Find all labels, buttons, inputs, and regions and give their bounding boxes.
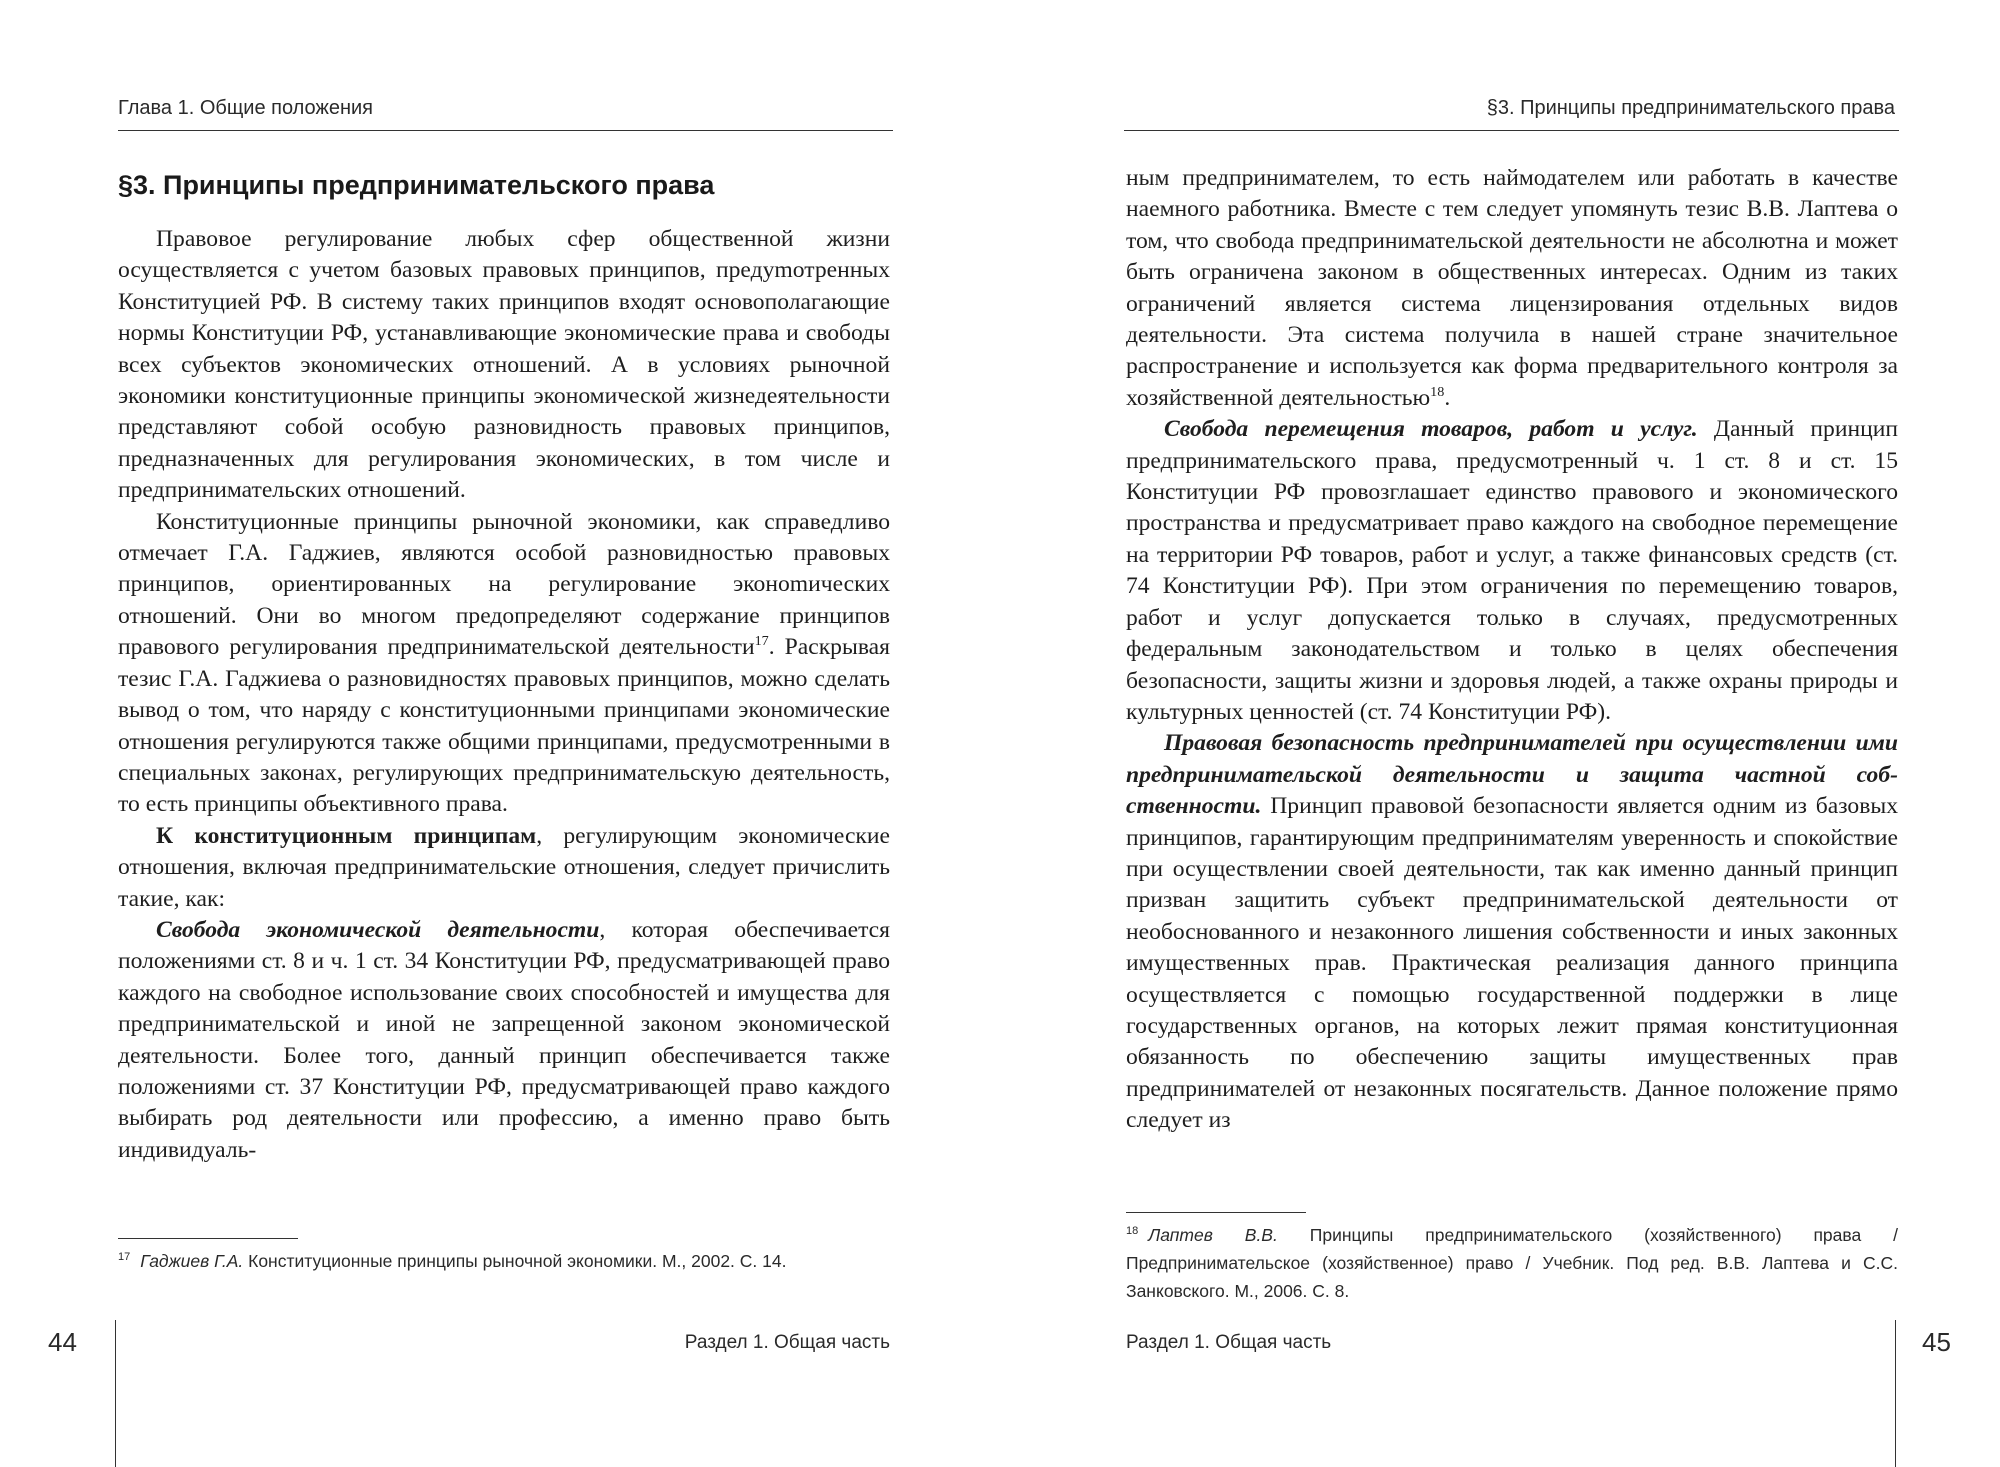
footnote-number: 18	[1126, 1225, 1139, 1237]
header-rule	[118, 130, 893, 131]
bold-lead: К конституционным принципам	[156, 822, 537, 849]
paragraph: Конституционные принципы рыночной экономики, как справедливо отмечает Г.А. Гаджиев, являются особой разновидностью правовых принципов, ориентированных на регулирование эконоmических отношений. Они во многом предопределяют содержание принципов правового регулирования предпринимательской деятельности$^{17}$. Раскрывая тезис Г.А. Гаджиева о разновидностях правовых принципов, можно сделать вывод о том, что наряду с конституционными принципами экономические отношения регулируются также общими принципами, предусмотренными в специальных законах, регулирующих предпринимательскую деятельность, то есть принципы объективного права.	[118, 508, 890, 818]
paragraph: Правовая безопасность предпринимателей при осуществлении ими предпринимательской деятельности и защита частной собственности. Принцип правовой безопасности является одним из базовых принципов, гарантирующим предпринимателям уверенность и спокойствие при осуществлении своей деятельности, так как именно данный принцип призван защитить субъект предпринимательской деятельности от необоснованного и незаконного лишения собственности и иных законных имущественных прав. Практическая реализация данного принципа осуществляется с помощью государственной поддержки в лице государственных органов, на которых лежит прямая конституционная обязанность по обеспечению защиты имущественных прав предпринимателей от незаконных посягательств. Данное положение прямо следует из	[1126, 730, 1898, 1134]
footnote-author: Лаптев В.В.	[1148, 1224, 1278, 1245]
paragraph: ным предпринимателем, то есть наймодателем или работать в качестве наемного работника. Вместе с тем следует упомянуть тезис В.В. Лаптева о том, что свобода предпринимательской деятельности не абсолютна и может быть ограничена законом в общественных интересах. Одним из таких ограничений является система лицензирования отдельных видов деятельности. Эта система получила в нашей стране значительное распространение и используется как форма предварительного контроля за хозяйственной деятельностью$^{18}$.	[1126, 165, 1898, 411]
running-head: §3. Принципы предпринимательского права	[1486, 97, 1895, 119]
footnote-number: 17	[118, 1251, 131, 1263]
right-page	[1000, 0, 2000, 1467]
principle-lead: Свобода экономической деятельности	[156, 916, 600, 943]
page-number: 44	[48, 1327, 77, 1357]
footnote-ref: 18	[1430, 383, 1445, 400]
left-body-text	[118, 224, 890, 1166]
footnote: $^{18}$ Лаптев В.В. Принципы предпринимательского (хозяйственного) права / Предпринимательское (хозяйственное) право / Учебник. Под ред. В.В. Лаптева и С.С. Занковского. М., 2006. С. 8.	[1126, 1224, 1898, 1301]
footnote-author: Гаджиев Г.А.	[140, 1250, 244, 1271]
page-number: 45	[1922, 1327, 1951, 1357]
section-title: §3. Принципы предпринимательского права	[118, 170, 715, 200]
header-rule	[1124, 130, 1899, 131]
footnote-rule	[1126, 1212, 1306, 1213]
paragraph: Свобода перемещения товаров, работ и услуг. Данный принцип предпринимательского права, предусмотренный ч. 1 ст. 8 и ст. 15 Конституции РФ провозглашает единство правового и экономического пространства и предусматривает право каждого на свободное перемещение на территории РФ товаров, работ и услуг, а также финансовых средств (ст. 74 Конституции РФ). При этом ограничения по перемещению товаров, работ и услуг допускается только в случаях, предусмотренных федеральным законодательством и только в целях обеспечения безопасности, защиты жизни и здоровья людей, а также охраны природы и культурных ценностей (ст. 74 Конституции РФ).	[1126, 416, 1898, 725]
running-head: Глава 1. Общие положения	[118, 97, 373, 119]
margin-rule	[115, 1320, 116, 1467]
right-body-text	[1126, 163, 1898, 1137]
principle-lead: Правовая безопасность предпринимателей при осуществлении ими предпринимательской деятельности и защита частной собственности.	[1126, 730, 1898, 820]
footnote: $^{17}$ Гаджиев Г.А. Конституционные принципы рыночной экономики. М., 2002. С. 14.	[118, 1250, 787, 1271]
principle-lead: Свобода перемещения товаров, работ и услуг.	[1164, 416, 1698, 443]
paragraph: Свобода экономической деятельности, которая обеспечивается положениями ст. 8 и ч. 1 ст. 34 Конституции РФ, предусматривающей право каждого на свободное использование своих способностей и имущества для предпринимательской и иной не запрещенной законом экономической деятельности. Более того, данный принцип обеспечивается также положениями ст. 37 Конституции РФ, предусматривающей право каждого выбирать род деятельности или профессию, а именно право быть индивидуаль-	[118, 916, 890, 1163]
footnote-rule	[118, 1238, 298, 1239]
folio: Раздел 1. Общая часть	[684, 1332, 890, 1353]
paragraph: К конституционным принципам, регулирующим экономические отношения, включая предпринимательские отношения, следует причислить такие, как:	[118, 822, 890, 912]
folio: Раздел 1. Общая часть	[1126, 1332, 1332, 1353]
paragraph: Правовое регулирование любых сфер общественной жизни осуществляется с учетом базовых правовых принципов, предуmотренных Конституцией РФ. В систему таких принципов входят основополагающие нормы Конституции РФ, устанавливающие экономические права и свободы всех субъектов экономических отношений. А в условиях рыночной экономики конституционные принципы экономической жизнедеятельности представляют собой особую разновидность правовых принципов, предназначенных для регулирования экономических, в том числе и предпринимательских отношений.	[118, 226, 890, 504]
footnote-ref: 17	[754, 633, 769, 650]
margin-rule	[1895, 1320, 1896, 1467]
